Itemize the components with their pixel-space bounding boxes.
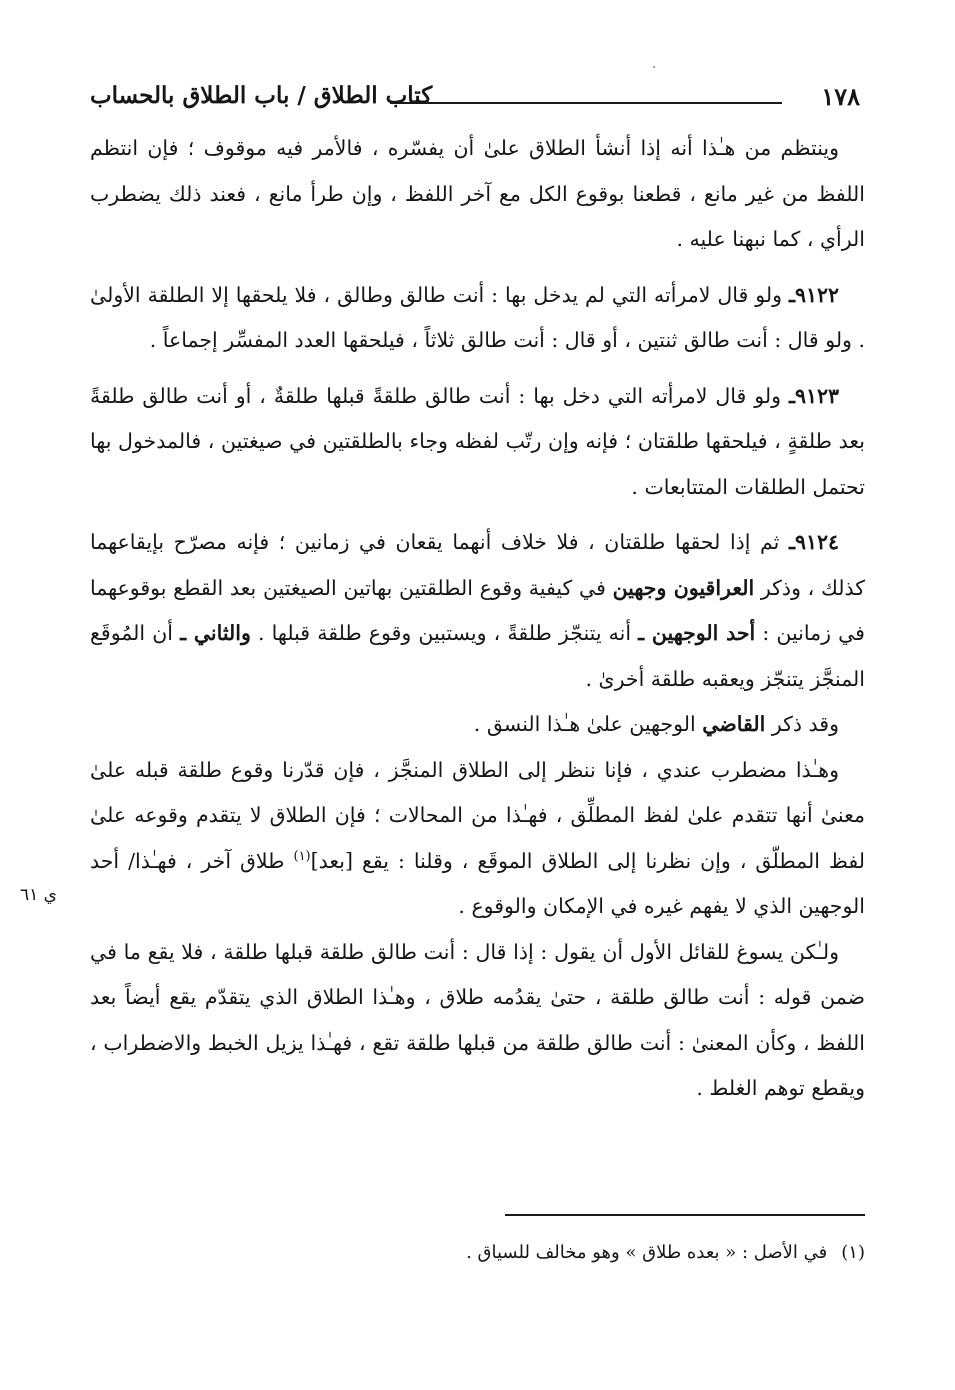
- main-text: [20, 126, 866, 1112]
- footnote: [90, 1238, 865, 1268]
- paragraph-9122: [90, 273, 865, 364]
- footnote-separator: [505, 1214, 865, 1216]
- bold-term-second-view: والثاني ـ: [180, 621, 251, 645]
- section-number-9123: ٩١٢٣ـ: [788, 383, 839, 408]
- paragraph-qadi-text-a: وقد ذكر: [765, 712, 839, 736]
- running-header: [90, 80, 860, 120]
- paragraph-9122-text: ولو قال لامرأته التي لم يدخل بها : أنت طالق وطالق ، فلا يلحقها إلا الطلقة الأولىٰ . ولو قال : أنت طالق ثنتين ، أو قال : أنت طالق ثلاثاً ، فيلحقها العدد المفسِّر إجماعاً .: [90, 282, 865, 352]
- footnote-reference[interactable]: (١): [293, 848, 311, 864]
- header-rule: [390, 102, 782, 104]
- footnote-text: في الأصل : « بعده طلاق » وهو مخالف للسياق .: [466, 1242, 828, 1263]
- section-number-9124: ٩١٢٤ـ: [788, 530, 839, 554]
- paragraph-9124-text-a: ثم إذا لحقها طلقتان ، فلا خلاف أنهما يقعان في زمانين ؛ فإنه مصرّح بإيقاعهما كذلك ، وذكر: [90, 530, 866, 600]
- paragraph-intro-text: وينتظم من هـٰذا أنه إذا أنشأ الطلاق علىٰ أن يفسّره ، فالأمر فيه موقوف ؛ فإن انتظم اللفظ من غير مانع ، قطعنا بوقوع الكل مع آخر اللفظ ، وإن طرأ مانع ، فعند ذلك يضطرب الرأي ، كما نبهنا عليه .: [90, 136, 865, 251]
- paragraph-9124: [90, 520, 865, 702]
- footnote-number: (١): [841, 1242, 865, 1263]
- section-number-9122: ٩١٢٢ـ: [788, 282, 839, 307]
- page-number: ١٧٨: [821, 82, 860, 111]
- paragraph-9124-text-c: في كيفية وقوع الطلقتين بهاتين الصيغتين بعد القطع بوقوعهما في زمانين :: [90, 575, 865, 645]
- manuscript-folio-marker: ي ٦١: [20, 884, 57, 905]
- bold-term-first-view: أحد الوجهين ـ: [638, 621, 756, 645]
- paragraph-author-wrapper: [20, 748, 865, 930]
- paragraph-9123: [90, 374, 865, 511]
- paragraph-qadi: [90, 702, 865, 748]
- paragraph-qadi-text-c: الوجهين علىٰ هـٰذا النسق .: [473, 712, 703, 736]
- paragraph-author-text-b: طلاق آخر ، فهـٰذا/ أحد الوجهين الذي لا يفهم غيره في الإمكان والوقوع .: [90, 848, 865, 918]
- paragraph-9123-text: ولو قال لامرأته التي دخل بها : أنت طالق طلقةً قبلها طلقةٌ ، أو أنت طالق طلقةً بعد طلقةٍ ، فيلحقها طلقتان ؛ فإنه وإن رتّب لفظه وجاء بالطلقتين في صيغتين ، فالمدخول بها تحتمل الطلقات المتتابعات .: [90, 383, 865, 499]
- paragraph-9124-text-e: أنه يتنجّز طلقةً ، ويستبين وقوع طلقة قبلها .: [250, 621, 639, 645]
- header-title: كتاب الطلاق / باب الطلاق بالحساب: [90, 82, 433, 109]
- paragraph-9124-text-g: أن المُوقَع المنجَّز يتنجّز ويعقبه طلقة أخرىٰ .: [90, 621, 865, 691]
- paragraph-resolution: [90, 930, 865, 1112]
- bold-term-qadi: القاضي: [702, 712, 766, 736]
- paragraph-resolution-text: ولـٰكن يسوغ للقائل الأول أن يقول : إذا قال : أنت طالق طلقة قبلها طلقة ، فلا يقع ما في ضمن قوله : أنت طالق طلقة ، حتىٰ يقدُمه طلاق ، وهـٰذا الطلاق الذي يتقدّم يقع أيضاً بعد اللفظ ، وكأن المعنىٰ : أنت طالق طلقة من قبلها طلقة تقع ، فهـٰذا يزيل الخبط والاضطراب ، ويقطع توهم الغلط .: [90, 939, 865, 1100]
- bold-term-iraqiyyun: العراقيون وجهين: [612, 575, 755, 600]
- paragraph-intro: [90, 126, 865, 263]
- paragraph-author-text-a: وهـٰذا مضطرب عندي ، فإنا ننظر إلى الطلاق المنجَّز ، فإن قدّرنا وقوع طلقة قبله علىٰ معنىٰ أنها تتقدم علىٰ لفظ المطلِّق ، فهـٰذا من المحالات ؛ فإن الطلاق لا يتقدم وقوعه علىٰ لفظ المطلّق ، وإن نظرنا إلى الطلاق الموقَع ، وقلنا : يقع [بعد]: [90, 757, 865, 873]
- paragraph-author-opinion: [90, 748, 865, 930]
- stray-dot: [653, 66, 655, 68]
